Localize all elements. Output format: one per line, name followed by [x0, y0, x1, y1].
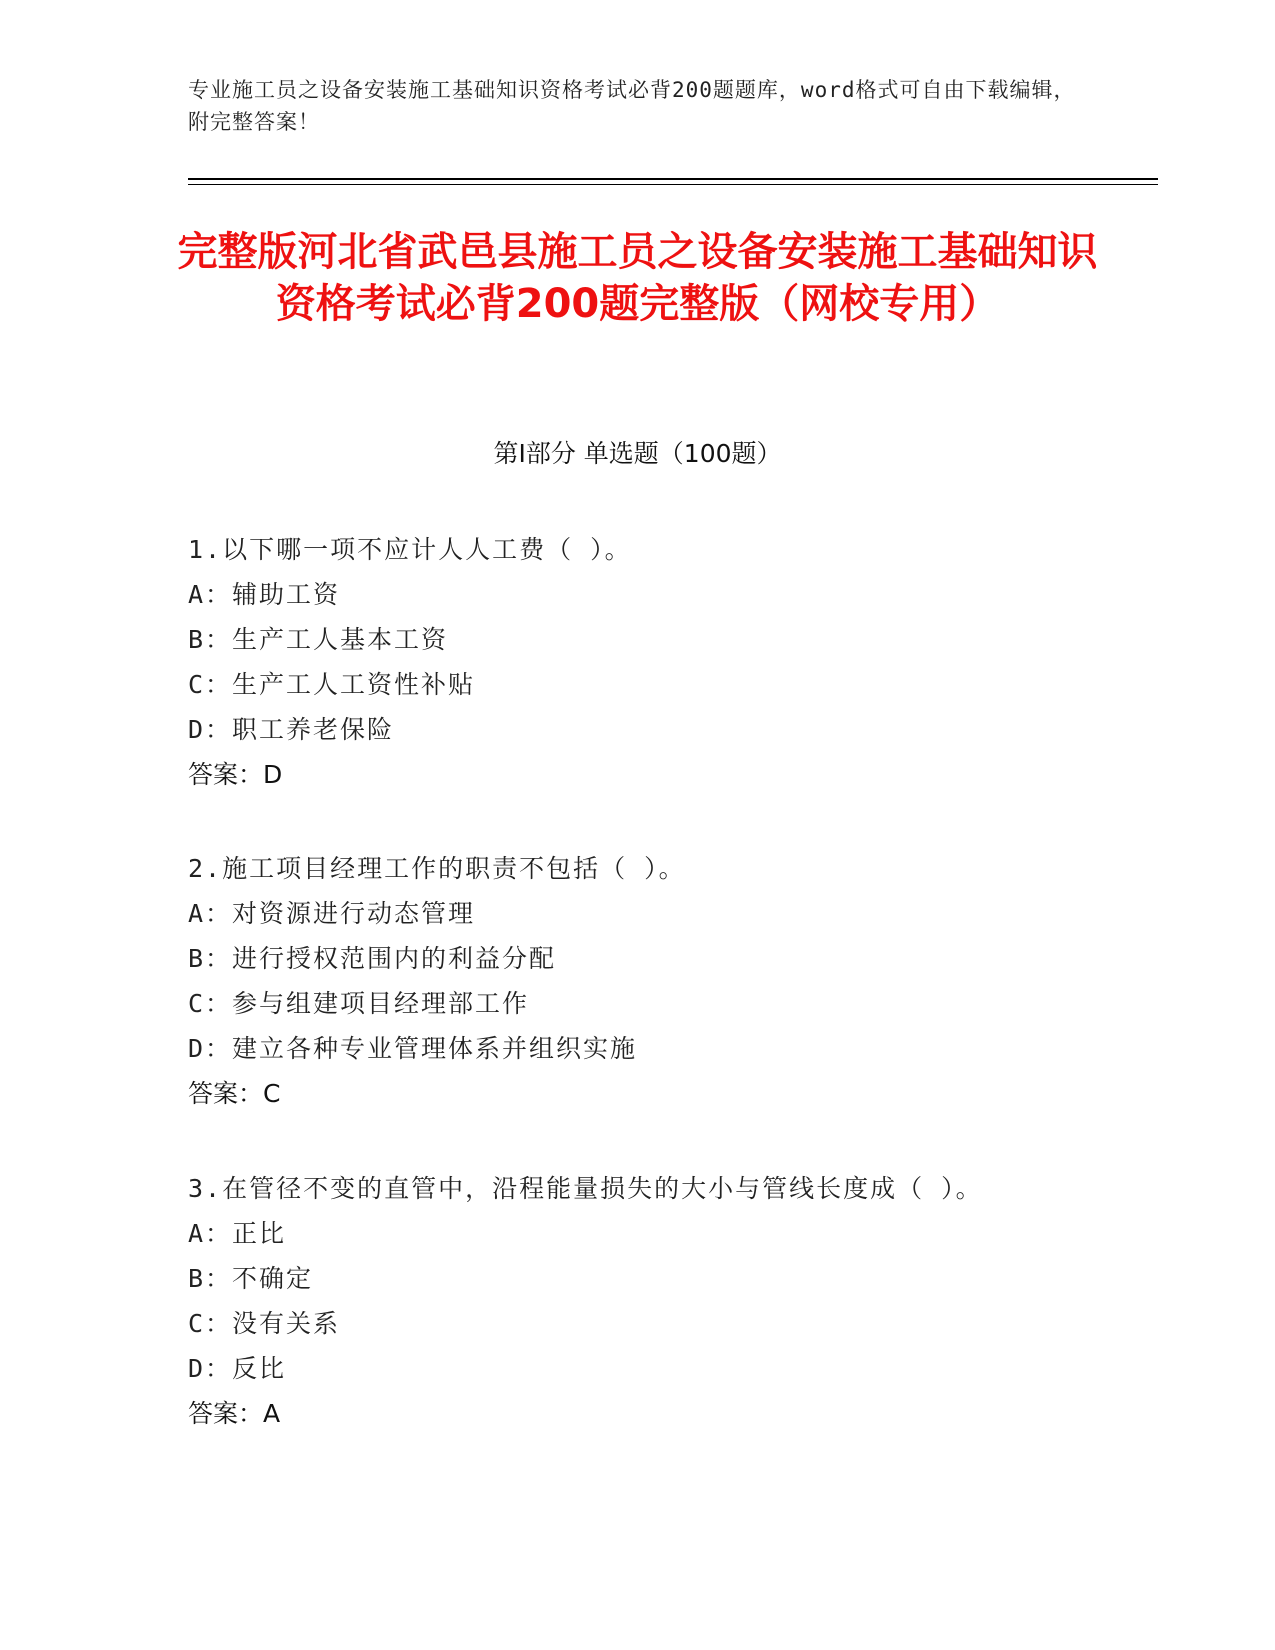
option-b: B：不确定 — [188, 1264, 314, 1293]
answer: 答案：D — [188, 760, 283, 789]
question-stem: 1.以下哪一项不应计人人工费（ ）。 — [188, 535, 632, 564]
header-note: 专业施工员之设备安装施工基础知识资格考试必背200题题库，word格式可自由下载编辑，附完整答案！ — [188, 78, 1076, 134]
question-block — [188, 527, 1088, 797]
question-block — [188, 1166, 1088, 1436]
option-a: A：对资源进行动态管理 — [188, 899, 476, 928]
question-block — [188, 846, 1088, 1116]
option-c: C：生产工人工资性补贴 — [188, 670, 476, 699]
question-stem: 3.在管径不变的直管中，沿程能量损失的大小与管线长度成（ ）。 — [188, 1174, 983, 1203]
answer: 答案：A — [188, 1399, 281, 1428]
option-b: B：生产工人基本工资 — [188, 625, 449, 654]
option-d: D：反比 — [188, 1354, 287, 1383]
option-a: A：辅助工资 — [188, 580, 341, 609]
option-d: D：建立各种专业管理体系并组织实施 — [188, 1034, 638, 1063]
option-a: A：正比 — [188, 1219, 287, 1248]
question-stem: 2.施工项目经理工作的职责不包括（ ）。 — [188, 854, 686, 883]
option-d: D：职工养老保险 — [188, 715, 395, 744]
section-title: 第Ⅰ部分 单选题（100题） — [493, 439, 782, 468]
option-c: C：参与组建项目经理部工作 — [188, 989, 530, 1018]
answer: 答案：C — [188, 1079, 281, 1108]
document-title: 完整版河北省武邑县施工员之设备安装施工基础知识资格考试必背200题完整版（网校专用） — [177, 229, 1098, 327]
option-b: B：进行授权范围内的利益分配 — [188, 944, 557, 973]
header-divider-thin — [188, 184, 1158, 185]
option-c: C：没有关系 — [188, 1309, 341, 1338]
header-divider-thick — [188, 178, 1158, 180]
